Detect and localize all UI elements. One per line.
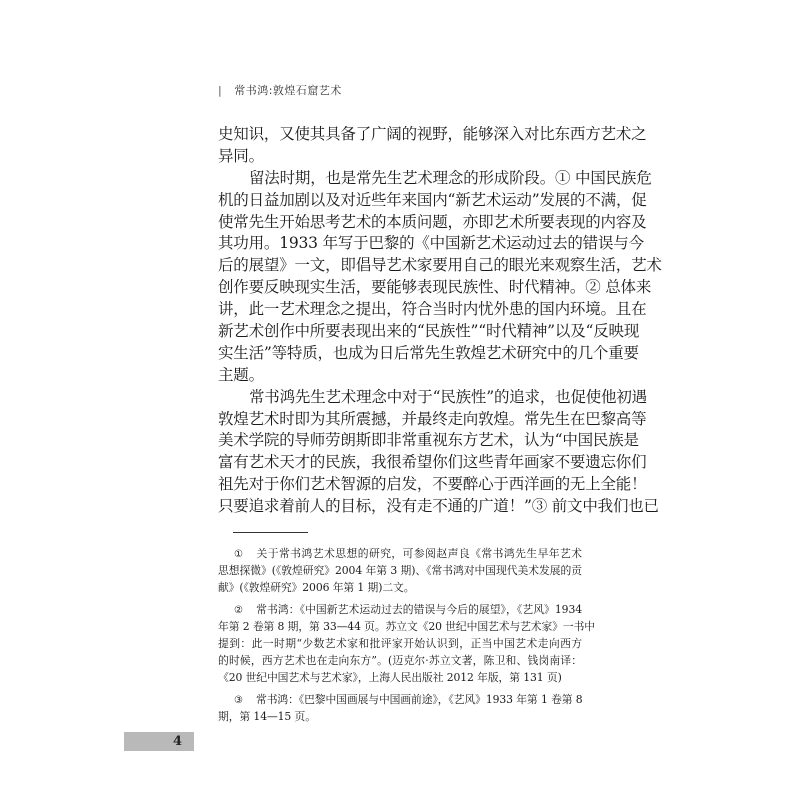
footnote-line <box>218 601 582 618</box>
body-line: 实生活”等特质，也成为日后常先生敦煌艺术研究中的几个重要 <box>218 343 639 362</box>
body-line: 主题。 <box>218 365 264 384</box>
footnote-line: 年第 2 卷第 8 期，第 33—44 页。苏立文《20 世纪中国艺术与艺术家》一书中 <box>218 620 595 633</box>
body-line: 创作要反映现实生活，要能够表现民族性、时代精神。② 总体来 <box>218 278 652 297</box>
body-line: 新艺术创作中所要表现出来的“民族性”“时代精神”以及“反映现 <box>218 322 640 341</box>
running-header <box>218 82 342 98</box>
body-line: 敦煌艺术时即为其所震撼，并最终走向敦煌。常先生在巴黎高等 <box>218 409 647 428</box>
footnote-line: 的时候，西方艺术也在走向东方”。(迈克尔·苏立文著，陈卫和、钱岗南译： <box>218 654 582 667</box>
footnote-line: 提到：此一时期“少数艺术家和批评家开始认识到，正当中国艺术走向西方 <box>218 637 582 650</box>
footnote-line <box>218 545 582 562</box>
body-line: 留法时期，也是常先生艺术理念的形成阶段。① 中国民族危 <box>249 168 652 187</box>
body-line: 常书鸿先生艺术理念中对于“民族性”的追求，也促使他初遇 <box>249 387 647 406</box>
footnote-divider <box>233 532 308 533</box>
body-line: 美术学院的导师劳朗斯即非常重视东方艺术，认为“中国民族是 <box>218 431 639 450</box>
footnote <box>218 601 595 686</box>
footnote-mark: ② <box>234 605 243 616</box>
footnote-line: 期，第 14—15 页。 <box>218 710 316 723</box>
body-line: 其功用。1933 年写于巴黎的《中国新艺术运动过去的错误与今 <box>218 234 644 253</box>
body-line: 富有艺术天才的民族，我很希望你们这些青年画家不要遗忘你们 <box>218 453 647 472</box>
body-text <box>218 124 662 518</box>
footnote-line: 《20 世纪中国艺术与艺术家》，上海人民出版社 2012 年版，第 131 页) <box>218 671 562 684</box>
page-number-box <box>124 732 194 751</box>
body-line: 史知识，又使其具备了广阔的视野，能够深入对比东西方艺术之 <box>218 125 647 143</box>
header-title: 常书鸿:敦煌石窟艺术 <box>234 84 342 97</box>
footnote-text: 关于常书鸿艺术思想的研究，可参阅赵声良《常书鸿先生早年艺术 <box>256 547 582 560</box>
footnote-line <box>218 691 582 708</box>
body-line: 祖先对于你们艺术智源的启发，不要醉心于西洋画的无上全能！ <box>218 475 647 494</box>
footnote-line: 献》(《敦煌研究》2006 年第 1 期)二文。 <box>218 581 415 594</box>
body-line: 异同。 <box>218 146 264 165</box>
footnote <box>218 691 582 725</box>
footnote <box>218 545 582 596</box>
body-line: 后的展望》一文，即倡导艺术家要用自己的眼光来观察生活，艺术 <box>218 256 662 275</box>
body-line: 只要追求着前人的目标，没有走不通的广道！”③ 前文中我们也已 <box>218 497 659 516</box>
body-line: 使常先生开始思考艺术的本质问题，亦即艺术所要表现的内容及 <box>218 212 647 231</box>
footnote-mark: ① <box>234 549 243 560</box>
header-separator: | <box>218 84 223 97</box>
footnote-text: 常书鸿：《巴黎中国画展与中国画前途》，《艺风》1933 年第 1 卷第 8 <box>256 693 583 706</box>
page-number: 4 <box>172 734 182 749</box>
body-line: 讲，此一艺术理念之提出，符合当时内忧外患的国内环境。且在 <box>218 300 647 319</box>
footnote-line: 思想探微》(《敦煌研究》2004 年第 3 期)、《常书鸿对中国现代美术发展的贡 <box>218 564 582 577</box>
footnotes <box>218 545 595 730</box>
footnote-mark: ③ <box>234 695 243 706</box>
body-line: 机的日益加剧以及对近些年来国内“新艺术运动”发展的不满，促 <box>218 190 647 209</box>
footnote-text: 常书鸿：《中国新艺术运动过去的错误与今后的展望》，《艺风》1934 <box>256 603 582 616</box>
